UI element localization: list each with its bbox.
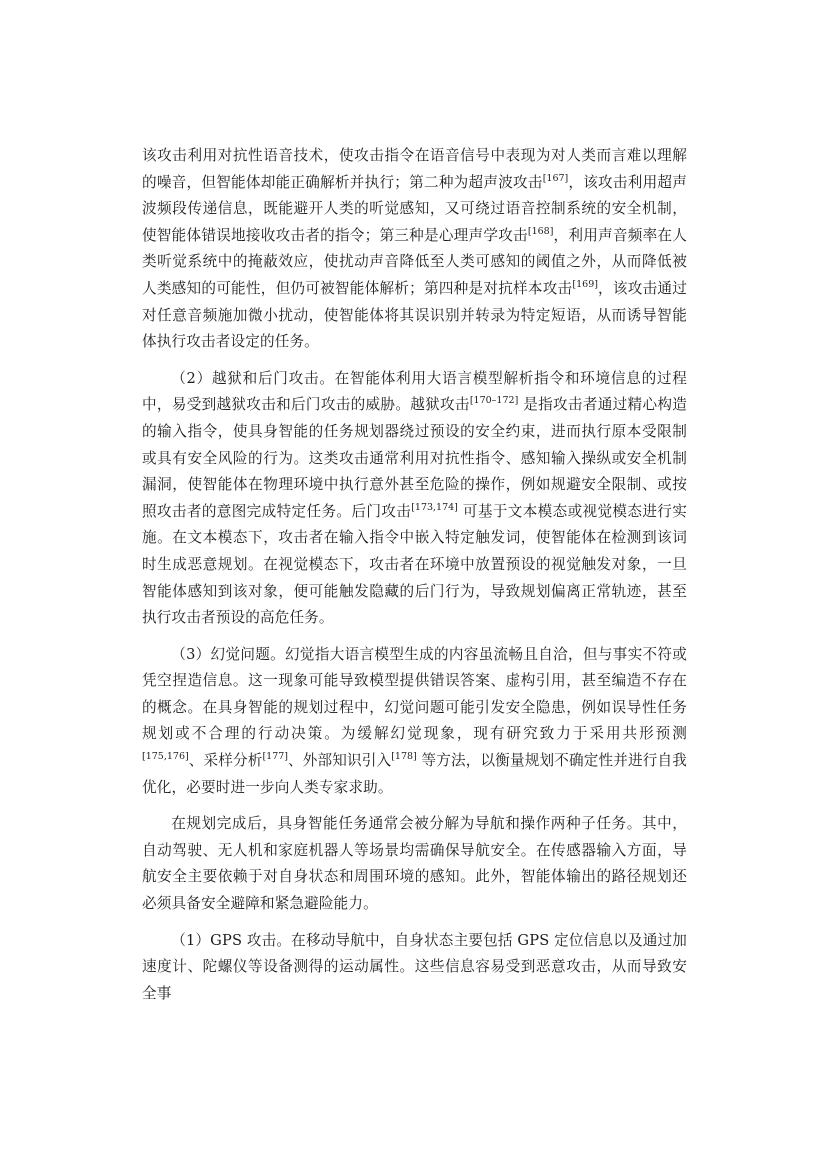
paragraph-text: 、外部知识引入 [287, 752, 392, 770]
citation-marker: [178] [391, 751, 417, 763]
paragraph-text: 是指攻击者通过精心构造的输入指令，使具身智能的任务规划器绕过预设的安全约束，进而执行原本受限制或具有安全风险的行为。这类攻击通常利用对抗性指令、感知输入操纵或安全机制漏洞，使智能体在物理环境中执行意外甚至危险的操作，例如规避安全限制、或按照攻击者的意图完成特定任务。后门攻击 [142, 396, 687, 520]
paragraph [142, 642, 687, 802]
citation-marker: [173,174] [411, 501, 458, 513]
citation-marker: [167] [542, 172, 569, 184]
paragraph-text: 该攻击利用对抗性语音技术，使攻击指令在语音信号中表现为对人类而言难以理解的噪音，但智能体却能正确解析并执行；第二种为超声波攻击 [142, 147, 687, 191]
paragraph-text: ，该攻击通过对任意音频施加微小扰动，使智能体将其误识别并转录为特定短语，从而诱导智能体执行攻击者设定的任务。 [142, 279, 688, 351]
body-text [142, 143, 687, 1017]
citation-marker: [168] [527, 225, 554, 237]
paragraph [142, 928, 687, 1008]
citation-marker: [170–172] [469, 395, 519, 407]
paragraph-text: ，利用声音频率在人类听觉系统中的掩蔽效应，使扰动声音降低至人类可感知的阈值之外，从而降低被人类感知的可能性，但仍可被智能体解析；第四种是对抗样本攻击 [142, 226, 687, 297]
paragraph-text: 、采样分析 [188, 752, 263, 770]
citation-marker: [175,176] [142, 751, 189, 763]
paragraph-text: 在规划完成后，具身智能任务通常会被分解为导航和操作两种子任务。其中，自动驾驶、无人机和家庭机器人等场景均需确保导航安全。在传感器输入方面，导航安全主要依赖于对自身状态和周围环境的感知。此外，智能体输出的路径规划还必须具备安全避障和紧急避险能力。 [142, 815, 687, 913]
paragraph-text: （2）越狱和后门攻击。在智能体利用大语言模型解析指令和环境信息的过程中，易受到越狱攻击和后门攻击的威胁。越狱攻击 [142, 369, 687, 414]
citation-marker: [177] [262, 751, 288, 763]
paragraph [142, 811, 687, 917]
paragraph-text: （3）幻觉问题。幻觉指大语言模型生成的内容虽流畅且自洽，但与事实不符或凭空捏造信息。这一现象可能导致模型提供错误答案、虚构引用，甚至编造不存在的概念。在具身智能的规划过程中，幻觉问题可能引发安全隐患，例如误导性任务规划或不合理的行动决策。为缓解幻觉现象，现有研究致力于采用共形预测 [142, 645, 687, 743]
paragraph [142, 366, 687, 632]
paragraph-text: （1）GPS 攻击。在移动导航中，自身状态主要包括 GPS 定位信息以及通过加速度计、陀螺仪等设备测得的运动属性。这些信息容易受到恶意攻击，从而导致安全事 [142, 931, 687, 1002]
paragraph-text: 等方法，以衡量规划不确定性并进行自我优化，必要时进一步向人类专家求助。 [142, 752, 687, 796]
citation-marker: [169] [572, 279, 598, 291]
paragraph-text: ，该攻击利用超声波频段传递信息，既能避开人类的听觉感知，又可绕过语音控制系统的安全机制，使智能体错误地接收攻击者的指令；第三种是心理声学攻击 [142, 173, 687, 244]
paragraph-text: 可基于文本模态或视觉模态进行实施。在文本模态下，攻击者在输入指令中嵌入特定触发词，使智能体在检测到该词时生成恶意规划。在视觉模态下，攻击者在环境中放置预设的视觉触发对象，一旦智能体感知到该对象，便可能触发隐藏的后门行为，导致规划偏离正常轨迹，甚至执行攻击者预设的高危任务。 [142, 502, 687, 627]
paragraph [142, 143, 687, 356]
